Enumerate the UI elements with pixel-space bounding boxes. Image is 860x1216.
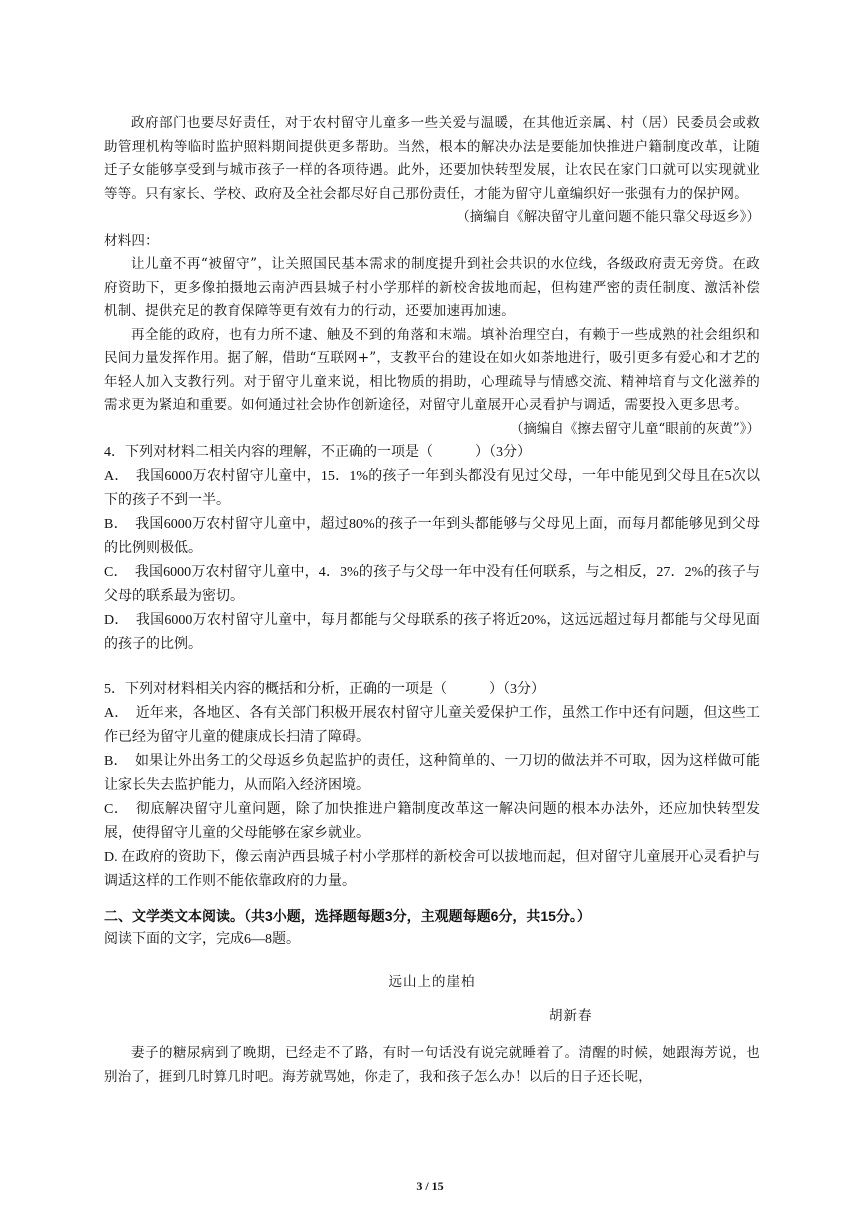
material4-paragraph-1: 让儿童不再“被留守”，让关照国民基本需求的制度提升到社会共识的水位线，各级政府责无旁贷。在政府资助下，更多像拍摄地云南泸西县城子村小学那样的新校舍拔地而起，但构建严密的责任制度、激活补偿机制、提供充足的教育保障等更有效有力的行动，还要加速再加速。 (104, 256, 760, 319)
material3-source: （摘编自《解决留守儿童问题不能只靠父母返乡》） (456, 209, 760, 225)
question4-option-a: A． 我国6000万农村留守儿童中，15．1%的孩子一年到头都没有见过父母，一年中能见到父母且在5次以下的孩子不到一半。 (104, 469, 760, 508)
question5-option-a: A． 近年来，各地区、各有关部门积极开展农村留守儿童关爱保护工作，虽然工作中还有问题，但这些工作已经为留守儿童的健康成长扫清了障碍。 (104, 706, 760, 745)
material4-paragraph-2: 再全能的政府，也有力所不逮、触及不到的角落和末端。填补治理空白，有赖于一些成熟的社会组织和民间力量发挥作用。据了解，借助“互联网+”，支教平台的建设在如火如荼地进行，吸引更多有爱心和才艺的年轻人加入支教行列。对于留守儿童来说，相比物质的捐助，心理疏导与情感交流、精神培育与文化滋养的需求更为紧迫和重要。如何通过社会协作创新途径，对留守儿童展开心灵看护与调适，需要投入更多思考。 (104, 326, 760, 413)
material4-label: 材料四： (104, 232, 159, 249)
story-opening-paragraph: 妻子的糖尿病到了晚期，已经走不了路，有时一句话没有说完就睡着了。清醒的时候，她跟海芳说，也别治了，捱到几时算几时吧。海芳就骂她，你走了，我和孩子怎么办！以后的日子还长呢， (104, 1045, 760, 1085)
section2-instruction: 阅读下面的文字，完成6—8题。 (104, 932, 300, 947)
question4-option-b: B． 我国6000万农村留守儿童中，超过80%的孩子一年到头都能够与父母见上面，而每月都能够见到父母的比例则极低。 (104, 517, 760, 556)
question4-option-c: C． 我国6000万农村留守儿童中，4．3%的孩子与父母一年中没有任何联系，与之相反，27．2%的孩子与父母的联系最为密切。 (104, 565, 760, 604)
page-number: 3 / 15 (416, 1179, 444, 1193)
question5-stem: 5．下列对材料相关内容的概括和分析，正确的一项是（ ）（3分） (104, 682, 545, 697)
question5-option-c: C． 彻底解决留守儿童问题，除了加快推进户籍制度改革这一解决问题的根本办法外，还应加快转型发展，使得留守儿童的父母能够在家乡就业。 (104, 802, 760, 841)
question4-option-d: D． 我国6000万农村留守儿童中，每月都能与父母联系的孩子将近20%，这远远超过每月都能与父母见面的孩子的比例。 (104, 613, 760, 652)
story-title: 远山上的崖柏 (388, 974, 476, 990)
question5-option-b: B． 如果让外出务工的父母返乡负起监护的责任，这种简单的、一刀切的做法并不可取，因为这样做可能让家长失去监护能力，从而陷入经济困境。 (104, 754, 760, 793)
question5-option-d: D. 在政府的资助下，像云南泸西县城子村小学那样的新校舍可以拔地而起，但对留守儿童展开心灵看护与调适这样的工作则不能依靠政府的力量。 (104, 850, 760, 889)
question4-stem: 4．下列对材料二相关内容的理解，不正确的一项是（ ）（3分） (104, 445, 531, 460)
document-page (104, 112, 760, 1089)
spacer (104, 657, 760, 678)
material3-paragraph: 政府部门也要尽好责任，对于农村留守儿童多一些关爱与温暖，在其他近亲属、村（居）民委员会或救助管理机构等临时监护照料期间提供更多帮助。当然，根本的解决办法是要能加快推进户籍制度改革，让随迁子女能够享受到与城市孩子一样的各项待遇。此外，还要加快转型发展，让农民在家门口就可以实现就业等等。只有家长、学校、政府及全社会都尽好自己那份责任，才能为留守儿童编织好一张强有力的保护网。 (104, 115, 760, 202)
story-author: 胡新春 (549, 1008, 593, 1024)
material4-source: （摘编自《擦去留守儿童“眼前的灰黄”》） (509, 420, 760, 437)
section2-heading: 二、文学类文本阅读。（共3小题，选择题每题3分，主观题每题6分，共15分。） (104, 908, 591, 924)
